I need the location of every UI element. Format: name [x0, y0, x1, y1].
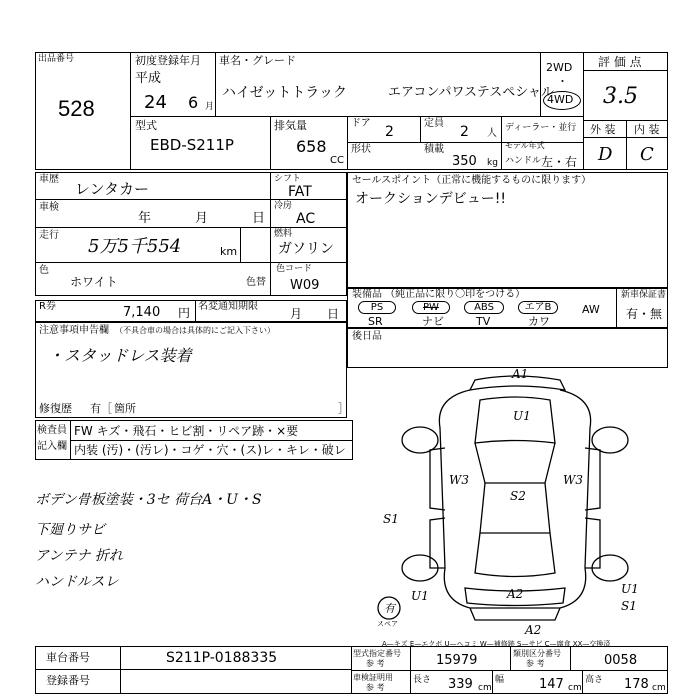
mileage: 5万5千554: [88, 236, 182, 257]
sales-point-block: [347, 172, 668, 288]
inspector-row-1: FW キズ・飛石・ヒビ割・リペア跡・×要: [74, 424, 299, 438]
notes-text: ・スタッドレス装着: [48, 346, 192, 365]
color-label: 色: [39, 265, 49, 276]
model-year-label: モデル年式: [505, 141, 545, 150]
lot-number: 528: [58, 96, 95, 121]
era: 平成: [135, 71, 162, 86]
equip-navi: ナビ: [422, 315, 444, 328]
deadline-day: 日: [327, 307, 340, 321]
equip-ps: PS: [358, 301, 396, 314]
capacity-label: 定員: [424, 118, 444, 129]
notes-sublabel: （不具合車の場合は具体的にご記入下さい）: [115, 326, 275, 335]
reg-month: 6: [188, 93, 199, 112]
rating-label: 評 価 点: [598, 55, 642, 69]
rating-value: 3.5: [603, 84, 638, 109]
shift: FAT: [288, 184, 312, 200]
km-unit: km: [220, 245, 238, 258]
model-name: ハイゼットトラック: [222, 85, 348, 101]
history-label: 車歴: [39, 174, 59, 185]
shaken-label: 車検: [39, 202, 59, 213]
shift-label: シフト: [274, 174, 302, 184]
height: 178: [624, 677, 649, 692]
lot-label: 出品番号: [38, 54, 75, 64]
handwritten-line-2: 下廻りサビ: [35, 522, 105, 538]
grade: エアコンパワステスペシャル: [388, 85, 555, 100]
fuel-label: 燃料: [274, 229, 293, 239]
mark-w3-right: W3: [563, 473, 583, 487]
inspector-label-1: 検査員: [37, 425, 67, 436]
deadline-month: 月: [290, 307, 303, 321]
mark-a2-rear: A2: [507, 587, 524, 601]
mark-s2: S2: [510, 489, 526, 503]
width-label: 幅: [495, 675, 505, 685]
dealer-label: ディーラー・並行: [505, 123, 577, 133]
notes-label: 注意事項申告欄: [39, 325, 109, 336]
shaken-year-unit: 年: [138, 211, 152, 226]
doors: 2: [385, 124, 394, 140]
capacity-unit: 人: [487, 128, 497, 139]
warranty-label: 新車保証書: [621, 290, 667, 300]
mark-a1: A1: [512, 367, 529, 381]
mark-u1-right: U1: [621, 582, 639, 596]
width-unit: cm: [568, 683, 582, 693]
cc-unit: CC: [330, 155, 344, 166]
handle: 左・右: [541, 155, 578, 169]
drive-dot: ・: [557, 75, 568, 88]
chassis-label: 車台番号: [46, 651, 90, 664]
width: 147: [539, 677, 564, 692]
color: ホワイト: [70, 275, 118, 289]
deadline-label: 名変通知期限: [198, 301, 258, 312]
damage-legend: A—キズ E—エクボ U—ヘコミ W—補修跡 S—サビ C—腐食 XX—交換済: [382, 640, 611, 648]
chassis-number: S211P-0188335: [166, 650, 278, 666]
class-no: 0058: [604, 653, 638, 668]
model-code-label: 型式: [135, 119, 157, 132]
shaken-month-unit: 月: [195, 211, 209, 226]
class-sub: 参 考: [526, 659, 545, 668]
car-diagram: [383, 367, 645, 637]
first-reg-label: 初度登録年月: [135, 54, 201, 67]
handwritten-line-3: アンテナ 折れ: [35, 548, 123, 564]
reg-year: 24: [144, 92, 167, 113]
dims-sub: 参 考: [366, 683, 385, 692]
dims-label: 車検証明用: [353, 673, 393, 682]
handwritten-line-4: ハンドルスレ: [35, 574, 119, 590]
doors-label: ドア: [351, 118, 371, 129]
inspector-row-2: 内装 (汚)・(汚レ)・コゲ・穴・(ス)レ・キレ・破レ: [74, 443, 346, 457]
mark-a2-bottom: A2: [525, 623, 542, 637]
yen-unit: 円: [178, 306, 191, 320]
equip-leather: カワ: [528, 315, 550, 328]
equip-abs: ABS: [464, 301, 504, 314]
month-unit: 月: [205, 102, 215, 112]
type-no-label: 型式指定番号: [353, 649, 401, 658]
capacity: 2: [460, 124, 469, 140]
sales-point-label: セールスポイント（正常に機能するものに限ります）: [352, 175, 592, 186]
length-label: 長さ: [413, 675, 432, 685]
inspector-label-2: 記入欄: [37, 441, 67, 452]
equipment-label: 装備品 （純正品に限り〇印をつける）: [352, 289, 526, 300]
length-unit: cm: [478, 683, 492, 693]
equip-sr: SR: [368, 315, 383, 328]
equip-pw: PW: [412, 301, 450, 314]
load-label: 積載: [424, 144, 444, 155]
mark-s1-left: S1: [383, 512, 399, 526]
equip-aw: AW: [582, 303, 600, 316]
type-no: 15979: [436, 653, 478, 668]
repair-value: 有［: [90, 402, 112, 415]
exterior-label: 外 装: [590, 123, 616, 136]
load: 350: [452, 154, 477, 169]
reg-label: 登録番号: [46, 674, 90, 687]
mark-u1-left: U1: [411, 589, 429, 603]
handle-label: ハンドル: [505, 156, 542, 166]
sales-point-text: オークションデビュー!!: [355, 191, 506, 207]
color-no-label: 色替: [246, 277, 266, 288]
notes-block: [35, 322, 347, 418]
warranty: 有・無: [626, 307, 663, 321]
recycle-label: R券: [39, 301, 56, 312]
ac: AC: [296, 211, 316, 227]
shaken-day-unit: 日: [252, 211, 266, 226]
model-name-label: 車名・グレード: [219, 54, 296, 67]
interior-grade: C: [640, 144, 654, 165]
handwritten-line-1: ボデン骨板塗装・3セ 荷台A・U・S: [35, 492, 262, 508]
model-code: EBD-S211P: [150, 136, 234, 154]
retrofit-block: [347, 328, 668, 368]
repair-label: 修復歴: [39, 402, 72, 415]
length: 339: [448, 677, 473, 692]
interior-label: 内 装: [634, 123, 660, 136]
mark-w3-left: W3: [449, 473, 469, 487]
spare-mark: 有: [384, 602, 395, 615]
drive-2wd: 2WD: [546, 61, 573, 74]
class-label: 類別区分番号: [513, 649, 561, 658]
mark-u1-top: U1: [513, 409, 531, 423]
load-unit: kg: [487, 158, 498, 168]
color-code-label: 色コード: [276, 264, 313, 274]
displacement: 658: [296, 137, 327, 156]
height-unit: cm: [652, 683, 666, 693]
recycle-value: 7,140: [123, 305, 161, 320]
history: レンタカー: [75, 180, 150, 198]
drive-4wd: 4WD: [547, 93, 574, 106]
body-shape-label: 形状: [351, 144, 371, 155]
color-code: W09: [290, 278, 320, 293]
repair-unit: 箇所: [114, 402, 136, 415]
retrofit-label: 後日品: [352, 331, 382, 342]
mark-s1-right: S1: [621, 599, 637, 613]
spare-label: スペア: [377, 620, 398, 628]
displacement-label: 排気量: [274, 119, 307, 132]
repair-close: ］: [338, 402, 349, 415]
height-label: 高さ: [585, 675, 604, 685]
equip-airbag: エアB: [518, 301, 558, 314]
ac-label: 冷房: [274, 201, 293, 211]
type-no-sub: 参 考: [366, 659, 385, 668]
equip-tv: TV: [476, 315, 491, 328]
fuel: ガソリン: [278, 241, 334, 257]
mileage-label: 走行: [39, 230, 59, 241]
exterior-grade: D: [598, 144, 613, 165]
